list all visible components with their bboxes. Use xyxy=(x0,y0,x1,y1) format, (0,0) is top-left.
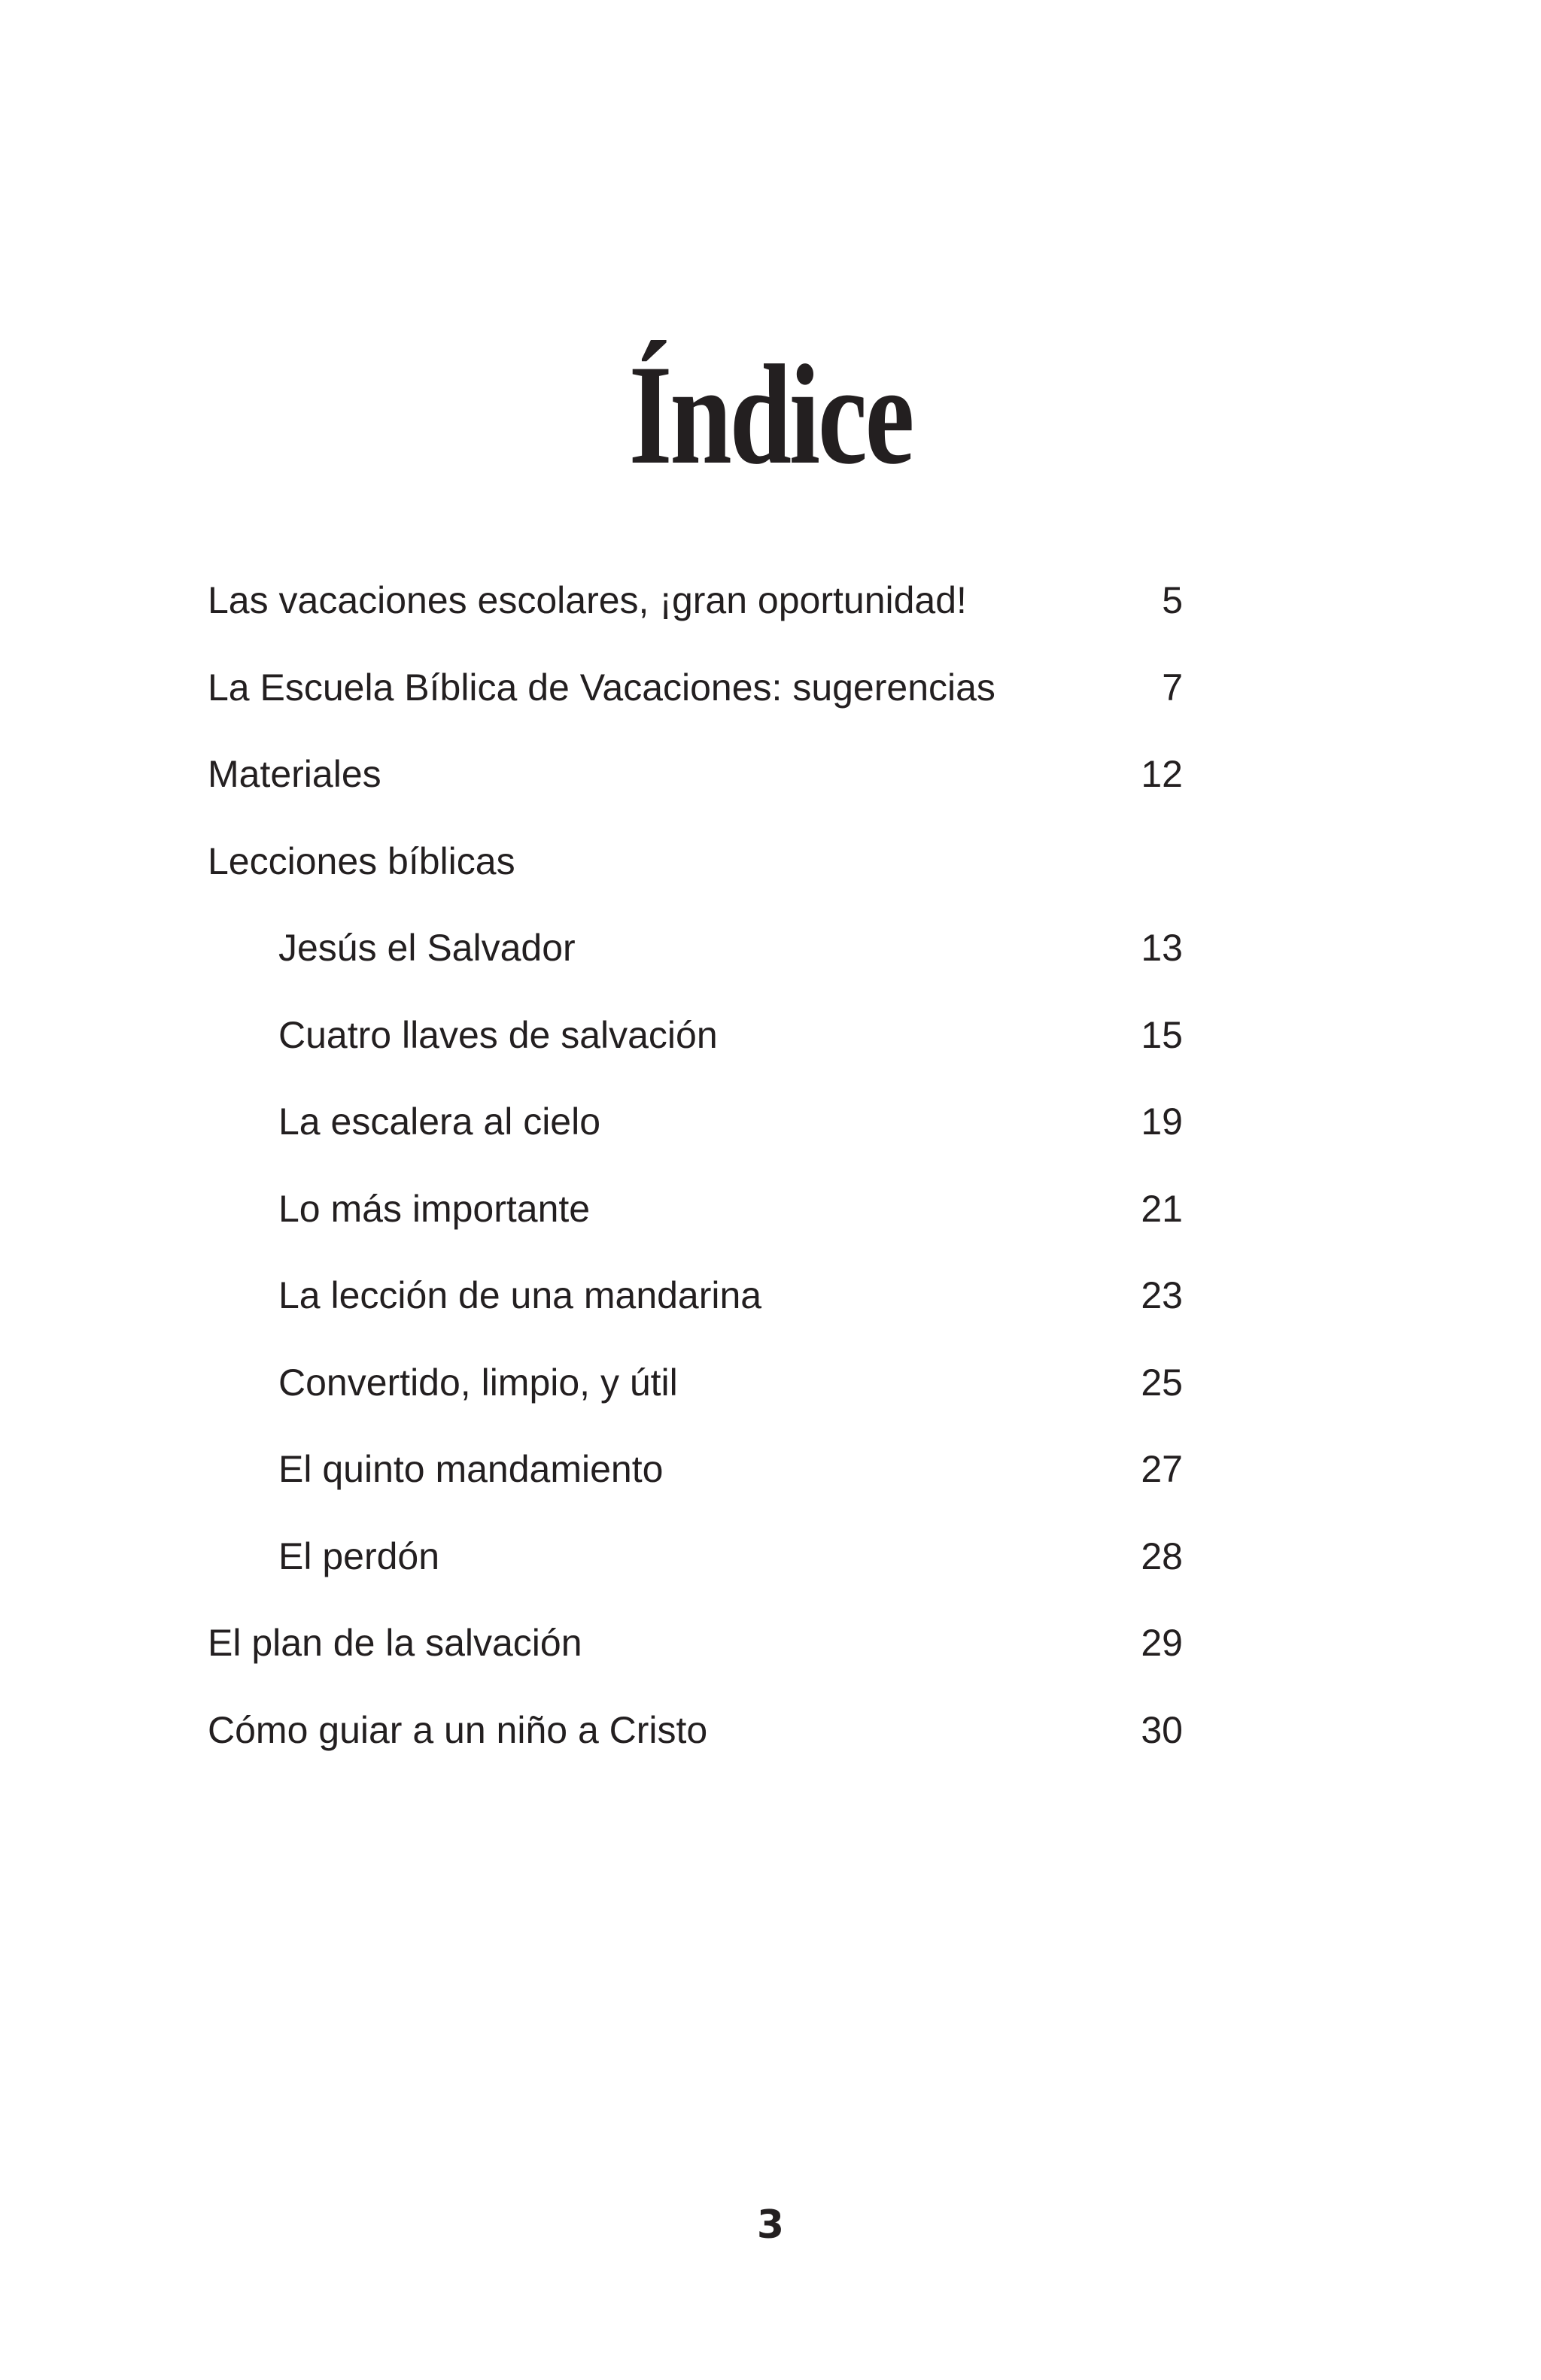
toc-entry-label: Jesús el Salvador xyxy=(278,927,576,969)
toc-section-heading xyxy=(208,839,1183,926)
toc-subentry xyxy=(208,925,1183,1012)
toc-subentry xyxy=(208,1447,1183,1534)
toc-entry-label: La lección de una mandarina xyxy=(278,1274,762,1316)
toc-subentry xyxy=(208,1360,1183,1447)
table-of-contents xyxy=(208,578,1183,1794)
toc-entry-page: 28 xyxy=(1141,1535,1183,1577)
toc-entry-label: El plan de la salvación xyxy=(208,1622,582,1664)
page-number: 3 xyxy=(756,2202,785,2248)
toc-entry xyxy=(208,1708,1183,1795)
toc-entry-label: Cuatro llaves de salvación xyxy=(278,1013,718,1056)
toc-entry-page: 19 xyxy=(1141,1100,1183,1143)
toc-subentry xyxy=(208,1012,1183,1100)
toc-entry-page: 29 xyxy=(1141,1622,1183,1664)
toc-entry xyxy=(208,1620,1183,1708)
toc-entry-page: 13 xyxy=(1141,927,1183,969)
toc-entry-label: El perdón xyxy=(278,1535,440,1577)
toc-entry-label: La escalera al cielo xyxy=(278,1100,601,1143)
page-title: Índice xyxy=(628,336,913,495)
toc-entry-page: 12 xyxy=(1141,753,1183,795)
toc-entry xyxy=(208,665,1183,752)
toc-entry-page: 21 xyxy=(1141,1187,1183,1230)
toc-entry xyxy=(208,751,1183,839)
toc-subentry xyxy=(208,1099,1183,1186)
toc-entry-label: Convertido, limpio, y útil xyxy=(278,1361,678,1404)
toc-entry-label: Las vacaciones escolares, ¡gran oportunidad! xyxy=(208,579,967,621)
toc-entry-label: Materiales xyxy=(208,753,381,795)
toc-entry-label: Lecciones bíblicas xyxy=(208,839,515,882)
toc-entry-label: Lo más importante xyxy=(278,1187,591,1230)
toc-entry-page: 7 xyxy=(1162,666,1183,709)
toc-entry-page: 15 xyxy=(1141,1013,1183,1056)
toc-entry-label: El quinto mandamiento xyxy=(278,1448,664,1490)
toc-entry-page: 5 xyxy=(1162,579,1183,621)
toc-entry-label: Cómo guiar a un niño a Cristo xyxy=(208,1708,708,1751)
toc-entry-page: 25 xyxy=(1141,1361,1183,1404)
toc-subentry xyxy=(208,1273,1183,1360)
toc-entry-page: 30 xyxy=(1141,1708,1183,1751)
toc-entry-label: La Escuela Bíblica de Vacaciones: sugerencias xyxy=(208,666,995,709)
toc-entry xyxy=(208,578,1183,665)
toc-entry-page: 27 xyxy=(1141,1448,1183,1490)
toc-entry-page: 23 xyxy=(1141,1274,1183,1316)
toc-subentry xyxy=(208,1186,1183,1273)
toc-subentry xyxy=(208,1534,1183,1621)
